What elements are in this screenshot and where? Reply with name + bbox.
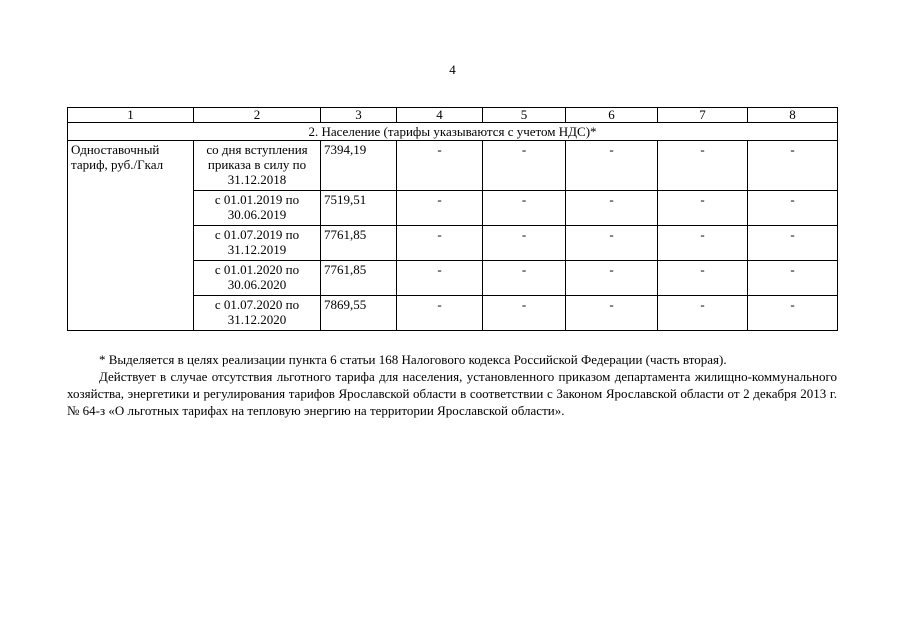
column-header: 1: [68, 108, 194, 123]
period-cell: с 01.07.2020 по 31.12.2020: [194, 296, 321, 331]
column-header: 3: [321, 108, 397, 123]
period-cell: с 01.01.2019 по 30.06.2019: [194, 191, 321, 226]
dash-cell: -: [748, 191, 838, 226]
value-cell: 7869,55: [321, 296, 397, 331]
dash-cell: -: [483, 261, 566, 296]
dash-cell: -: [397, 191, 483, 226]
dash-cell: -: [748, 226, 838, 261]
column-header: 6: [566, 108, 658, 123]
value-cell: 7394,19: [321, 141, 397, 191]
dash-cell: -: [658, 261, 748, 296]
dash-cell: -: [566, 296, 658, 331]
value-cell: 7761,85: [321, 261, 397, 296]
table-row: [68, 141, 838, 191]
dash-cell: -: [483, 296, 566, 331]
dash-cell: -: [483, 141, 566, 191]
column-header: 7: [658, 108, 748, 123]
column-header: 8: [748, 108, 838, 123]
dash-cell: -: [483, 191, 566, 226]
footnote-applicability: Действует в случае отсутствия льготного тарифа для населения, установленного приказом департамента жилищно-коммунального хозяйства, энергетики и регулирования тарифов Ярославской области в соответствии с Законом Ярославской области от 2 декабря 2013 г. № 64-з «О льготных тарифах на тепловую энергию на территории Ярославской области».: [67, 369, 837, 418]
dash-cell: -: [397, 261, 483, 296]
page-number: 4: [449, 62, 456, 77]
dash-cell: -: [658, 141, 748, 191]
dash-cell: -: [748, 296, 838, 331]
column-header: 2: [194, 108, 321, 123]
section-title: 2. Население (тарифы указываются с учетом НДС)*: [68, 123, 838, 141]
dash-cell: -: [483, 226, 566, 261]
period-cell: с 01.07.2019 по 31.12.2019: [194, 226, 321, 261]
dash-cell: -: [566, 141, 658, 191]
dash-cell: -: [566, 191, 658, 226]
column-header-row: [68, 108, 838, 123]
dash-cell: -: [748, 141, 838, 191]
dash-cell: -: [397, 141, 483, 191]
dash-cell: -: [397, 226, 483, 261]
dash-cell: -: [658, 296, 748, 331]
value-cell: 7761,85: [321, 226, 397, 261]
value-cell: 7519,51: [321, 191, 397, 226]
dash-cell: -: [566, 261, 658, 296]
dash-cell: -: [748, 261, 838, 296]
period-cell: со дня вступления приказа в силу по 31.12.2018: [194, 141, 321, 191]
column-header: 5: [483, 108, 566, 123]
dash-cell: -: [658, 191, 748, 226]
tariff-label: Одноставочный тариф, руб./Гкал: [68, 141, 194, 331]
dash-cell: -: [566, 226, 658, 261]
section-row: [68, 123, 838, 141]
tariff-table: [67, 107, 838, 331]
footnote-vat: * Выделяется в целях реализации пункта 6 статьи 168 Налогового кодекса Российской Федерации (часть вторая).: [99, 352, 727, 367]
footnotes: [67, 351, 837, 419]
dash-cell: -: [397, 296, 483, 331]
period-cell: с 01.01.2020 по 30.06.2020: [194, 261, 321, 296]
dash-cell: -: [658, 226, 748, 261]
column-header: 4: [397, 108, 483, 123]
